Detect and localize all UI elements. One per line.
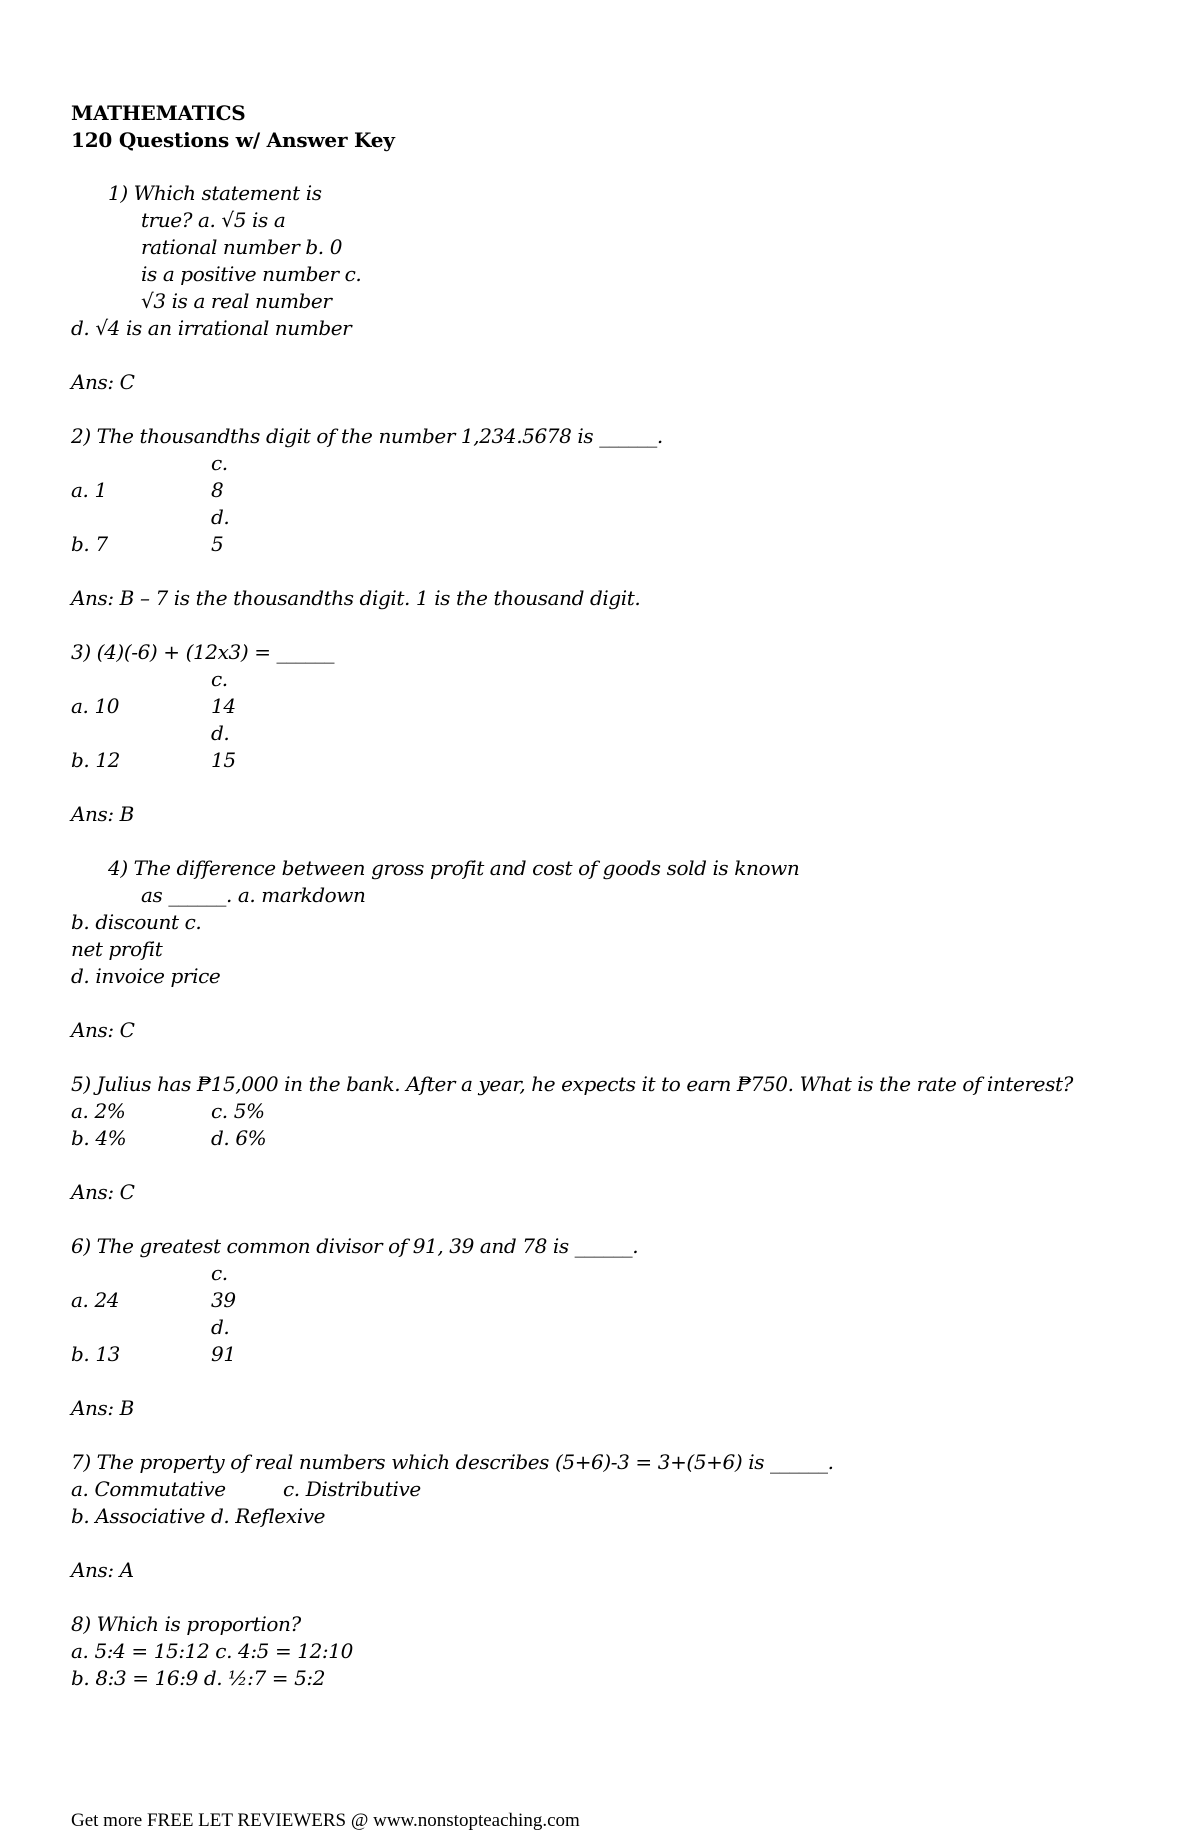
q6-question: 6) The greatest common divisor of 91, 39 and 78 is ______.: [71, 1234, 639, 1258]
q2-option-d-label: d.: [211, 505, 230, 529]
footer-link-text: Get more FREE LET REVIEWERS @ www.nonstopteaching.com: [71, 1810, 580, 1831]
q5-option-a: a. 2%: [71, 1099, 126, 1123]
q7-option-b-d: b. Associative d. Reflexive: [71, 1504, 326, 1528]
q1-line-2: true? a. √5 is a: [141, 208, 286, 232]
q3-option-b: b. 12: [71, 748, 120, 772]
q5-option-d: d. 6%: [211, 1126, 267, 1150]
q4-answer: Ans: C: [71, 1018, 135, 1042]
q3-option-c-label: c.: [211, 667, 228, 691]
q2-answer: Ans: B – 7 is the thousandths digit. 1 is the thousand digit.: [71, 586, 641, 610]
q2-option-c-value: 8: [211, 478, 224, 502]
q1-line-5: √3 is a real number: [141, 289, 332, 313]
q8-option-a-c: a. 5:4 = 15:12 c. 4:5 = 12:10: [71, 1639, 353, 1663]
subtitle: 120 Questions w/ Answer Key: [71, 128, 395, 152]
q7-question: 7) The property of real numbers which describes (5+6)-3 = 3+(5+6) is ______.: [71, 1450, 834, 1474]
q3-question: 3) (4)(-6) + (12x3) = ______: [71, 640, 335, 664]
q5-question: 5) Julius has ₱15,000 in the bank. After a year, he expects it to earn ₱750. What is the rate of interest?: [71, 1072, 1073, 1096]
q7-answer: Ans: A: [71, 1558, 134, 1582]
q2-option-a: a. 1: [71, 478, 107, 502]
q2-question: 2) The thousandths digit of the number 1,234.5678 is ______.: [71, 424, 663, 448]
q4-line-1: 4) The difference between gross profit and cost of goods sold is known: [108, 856, 800, 880]
q5-answer: Ans: C: [71, 1180, 135, 1204]
q2-option-b: b. 7: [71, 532, 108, 556]
q7-option-a: a. Commutative: [71, 1477, 226, 1501]
q2-option-c-label: c.: [211, 451, 228, 475]
q1-line-4: is a positive number c.: [141, 262, 362, 286]
q8-question: 8) Which is proportion?: [71, 1612, 301, 1636]
q6-option-b: b. 13: [71, 1342, 120, 1366]
q1-line-6: d. √4 is an irrational number: [71, 316, 352, 340]
q3-option-a: a. 10: [71, 694, 120, 718]
q4-line-5: d. invoice price: [71, 964, 221, 988]
q6-option-a: a. 24: [71, 1288, 120, 1312]
q1-answer: Ans: C: [71, 370, 135, 394]
q5-option-c: c. 5%: [211, 1099, 265, 1123]
q6-option-d-label: d.: [211, 1315, 230, 1339]
q4-line-3: b. discount c.: [71, 910, 202, 934]
q3-option-d-value: 15: [211, 748, 236, 772]
q1-line-3: rational number b. 0: [141, 235, 343, 259]
q3-option-d-label: d.: [211, 721, 230, 745]
subject-title: MATHEMATICS: [71, 101, 246, 125]
q6-answer: Ans: B: [71, 1396, 134, 1420]
q5-option-b: b. 4%: [71, 1126, 127, 1150]
q3-answer: Ans: B: [71, 802, 134, 826]
q4-line-4: net profit: [71, 937, 163, 961]
q3-option-c-value: 14: [211, 694, 236, 718]
q8-option-b-d: b. 8:3 = 16:9 d. ½:7 = 5:2: [71, 1666, 326, 1690]
q6-option-c-label: c.: [211, 1261, 228, 1285]
q6-option-d-value: 91: [211, 1342, 236, 1366]
q6-option-c-value: 39: [211, 1288, 236, 1312]
q2-option-d-value: 5: [211, 532, 224, 556]
q4-line-2: as ______. a. markdown: [141, 883, 366, 907]
q1-line-1: 1) Which statement is: [108, 181, 322, 205]
q7-option-c: c. Distributive: [283, 1477, 421, 1501]
